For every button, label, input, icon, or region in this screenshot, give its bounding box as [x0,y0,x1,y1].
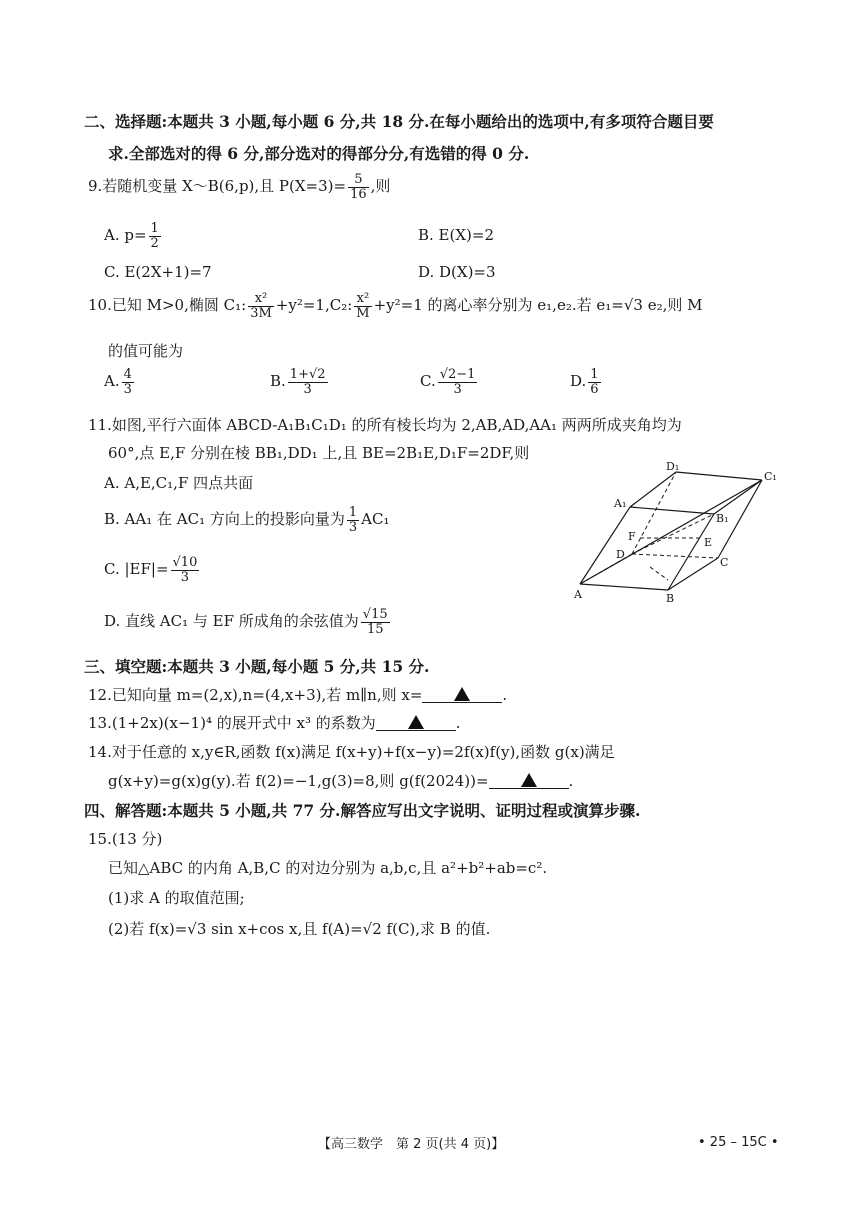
q10-a-num: 4 [123,367,132,382]
q9-frac-den: 16 [350,186,367,202]
q11-d-text: D. 直线 AC₁ 与 EF 所成角的余弦值为 [104,612,359,631]
q15-line1: 已知△ABC 的内角 A,B,C 的对边分别为 a,b,c,且 a²+b²+ab=c². [108,859,548,877]
q11-d-fraction [361,608,390,636]
q9-a-text: A. p= [104,226,147,245]
q14-line2 [108,770,573,791]
q10-b-num: 1+√2 [289,367,326,382]
q14-line2-text: g(x+y)=g(x)g(y).若 f(2)=−1,g(3)=8,则 g(f(2024))= [108,772,489,790]
q9-a-fraction [149,222,161,250]
q11-c-fraction [171,556,200,584]
q13-text: 13.(1+2x)(x−1)⁴ 的展开式中 x³ 的系数为 [88,714,376,732]
q10-frac-1 [248,292,274,320]
label-c: C [720,556,729,569]
edge-a1-b1 [630,507,714,514]
q10-a-den: 3 [123,381,132,397]
q10-frac2-num: x² [354,292,371,307]
q11-d-den: 15 [366,621,384,637]
aux-segment-hidden [650,567,668,580]
label-b1: B₁ [716,512,729,525]
edge-a-b [580,584,668,590]
q10-b-fraction [288,368,328,396]
q11-b-num: 1 [348,505,358,520]
edge-d-c-hidden [632,554,718,558]
q11-c-text: C. |EF|= [104,560,169,579]
q10-c-label: C. [420,372,436,391]
q10-d-den: 6 [590,381,599,397]
q11-c-num: √10 [172,555,198,570]
q10-frac1-num: x² [248,292,274,307]
q10-option-a [104,368,136,396]
q10-frac2-den: M [356,305,370,321]
section-2-title-line2: 求.全部选对的得 6 分,部分选对的得部分分,有选错的得 0 分. [108,144,530,163]
q10-d-label: D. [570,372,587,391]
q11-c-den: 3 [180,569,190,585]
q15-line3: (2)若 f(x)=√3 sin x+cos x,且 f(A)=√2 f(C),求 B 的值. [108,920,491,938]
q9-option-d: D. D(X)=3 [418,263,496,281]
section-2-title-line1: 二、选择题:本题共 3 小题,每小题 6 分,共 18 分.在每小题给出的选项中,有多项符合题目要 [84,112,714,131]
label-a1: A₁ [614,497,627,510]
question-13 [88,712,461,733]
triangle-icon [521,773,537,787]
q9-stem-text: 9.若随机变量 X～B(6,p),且 P(X=3)= [88,177,347,196]
q10-d-fraction [588,368,600,396]
q10-stem-part1: 10.已知 M>0,椭圆 C₁: [88,296,247,315]
q9-frac-num: 5 [348,173,369,188]
triangle-icon [408,715,424,729]
label-e: E [704,536,713,549]
triangle-icon [454,687,470,701]
label-f: F [628,530,636,543]
section-3-title: 三、填空题:本题共 3 小题,每小题 5 分,共 15 分. [84,657,430,676]
q10-d-num: 1 [590,367,599,382]
label-b: B [666,592,675,605]
question-9-stem [88,173,390,201]
q11-option-a: A. A,E,C₁,F 四点共面 [104,474,254,492]
edge-b1-c1 [714,480,762,514]
section-4-title: 四、解答题:本题共 5 小题,共 77 分.解答应写出文字说明、证明过程或演算步骤. [84,801,641,820]
q10-a-fraction [122,368,134,396]
footer-code: • 25 – 15C • [698,1135,779,1150]
q11-b-text: B. AA₁ 在 AC₁ 方向上的投影向量为 [104,510,345,529]
q12-answer-blank [422,684,502,703]
q11-b-den: 3 [348,519,358,535]
q11-option-d [104,608,392,636]
question-10-stem [88,292,702,320]
q10-frac1-den: 3M [250,305,272,321]
q9-option-c: C. E(2X+1)=7 [104,263,212,281]
question-12 [88,684,507,705]
q11-option-b [104,506,389,534]
q10-option-b [270,368,330,396]
q9-a-num: 1 [150,221,159,236]
label-c1: C₁ [764,470,777,483]
q14-answer-blank [489,770,569,789]
q10-a-label: A. [104,372,120,391]
q13-end: . [455,714,461,732]
q9-stem-end: ,则 [370,177,391,196]
q12-end: . [502,686,508,704]
q10-option-d [570,368,603,396]
parallelepiped-figure [570,462,780,612]
q10-c-num: √2−1 [439,367,476,382]
q9-a-den: 2 [150,235,159,251]
q9-option-b: B. E(X)=2 [418,226,495,244]
q10-b-den: 3 [303,381,312,397]
q10-stem-part3: +y²=1 的离心率分别为 e₁,e₂.若 e₁=√3 e₂,则 M [373,296,703,315]
edge-d1-a1 [630,472,676,507]
q11-stem-line2: 60°,点 E,F 分别在棱 BB₁,DD₁ 上,且 BE=2B₁E,D₁F=2DF,则 [108,444,530,462]
q12-text: 12.已知向量 m=(2,x),n=(4,x+3),若 m∥n,则 x= [88,686,423,704]
q10-stem-part2: +y²=1,C₂: [275,296,353,315]
edge-b-c [668,558,718,590]
footer-page-info: 【高三数学 第 2 页(共 4 页)】 [318,1137,505,1152]
label-a: A [574,588,582,601]
label-d: D [616,548,625,561]
q10-c-den: 3 [453,381,462,397]
q15-line2: (1)求 A 的取值范围; [108,889,245,907]
q14-line1: 14.对于任意的 x,y∈R,函数 f(x)满足 f(x+y)+f(x−y)=2f(x)f(y),函数 g(x)满足 [88,743,615,761]
q10-b-label: B. [270,372,286,391]
q13-answer-blank [376,712,456,731]
q11-d-num: √15 [362,607,388,622]
q10-frac-2 [354,292,371,320]
edge-a-a1 [580,507,630,584]
q10-option-c [420,368,479,396]
q9-option-a [104,222,163,250]
q10-c-fraction [438,368,478,396]
q11-b-fraction [347,506,359,534]
q15-head: 15.(13 分) [88,830,163,848]
q9-fraction [348,173,369,201]
q11-option-c [104,556,201,584]
q10-stem-line2: 的值可能为 [108,342,184,360]
q11-stem-line1: 11.如图,平行六面体 ABCD-A₁B₁C₁D₁ 的所有棱长均为 2,AB,AD,AA₁ 两两所成夹角均为 [88,416,682,434]
q14-end: . [568,772,574,790]
edge-c1-d1 [676,472,762,480]
q11-b-end: AC₁ [361,510,390,529]
label-d1: D₁ [666,462,680,473]
